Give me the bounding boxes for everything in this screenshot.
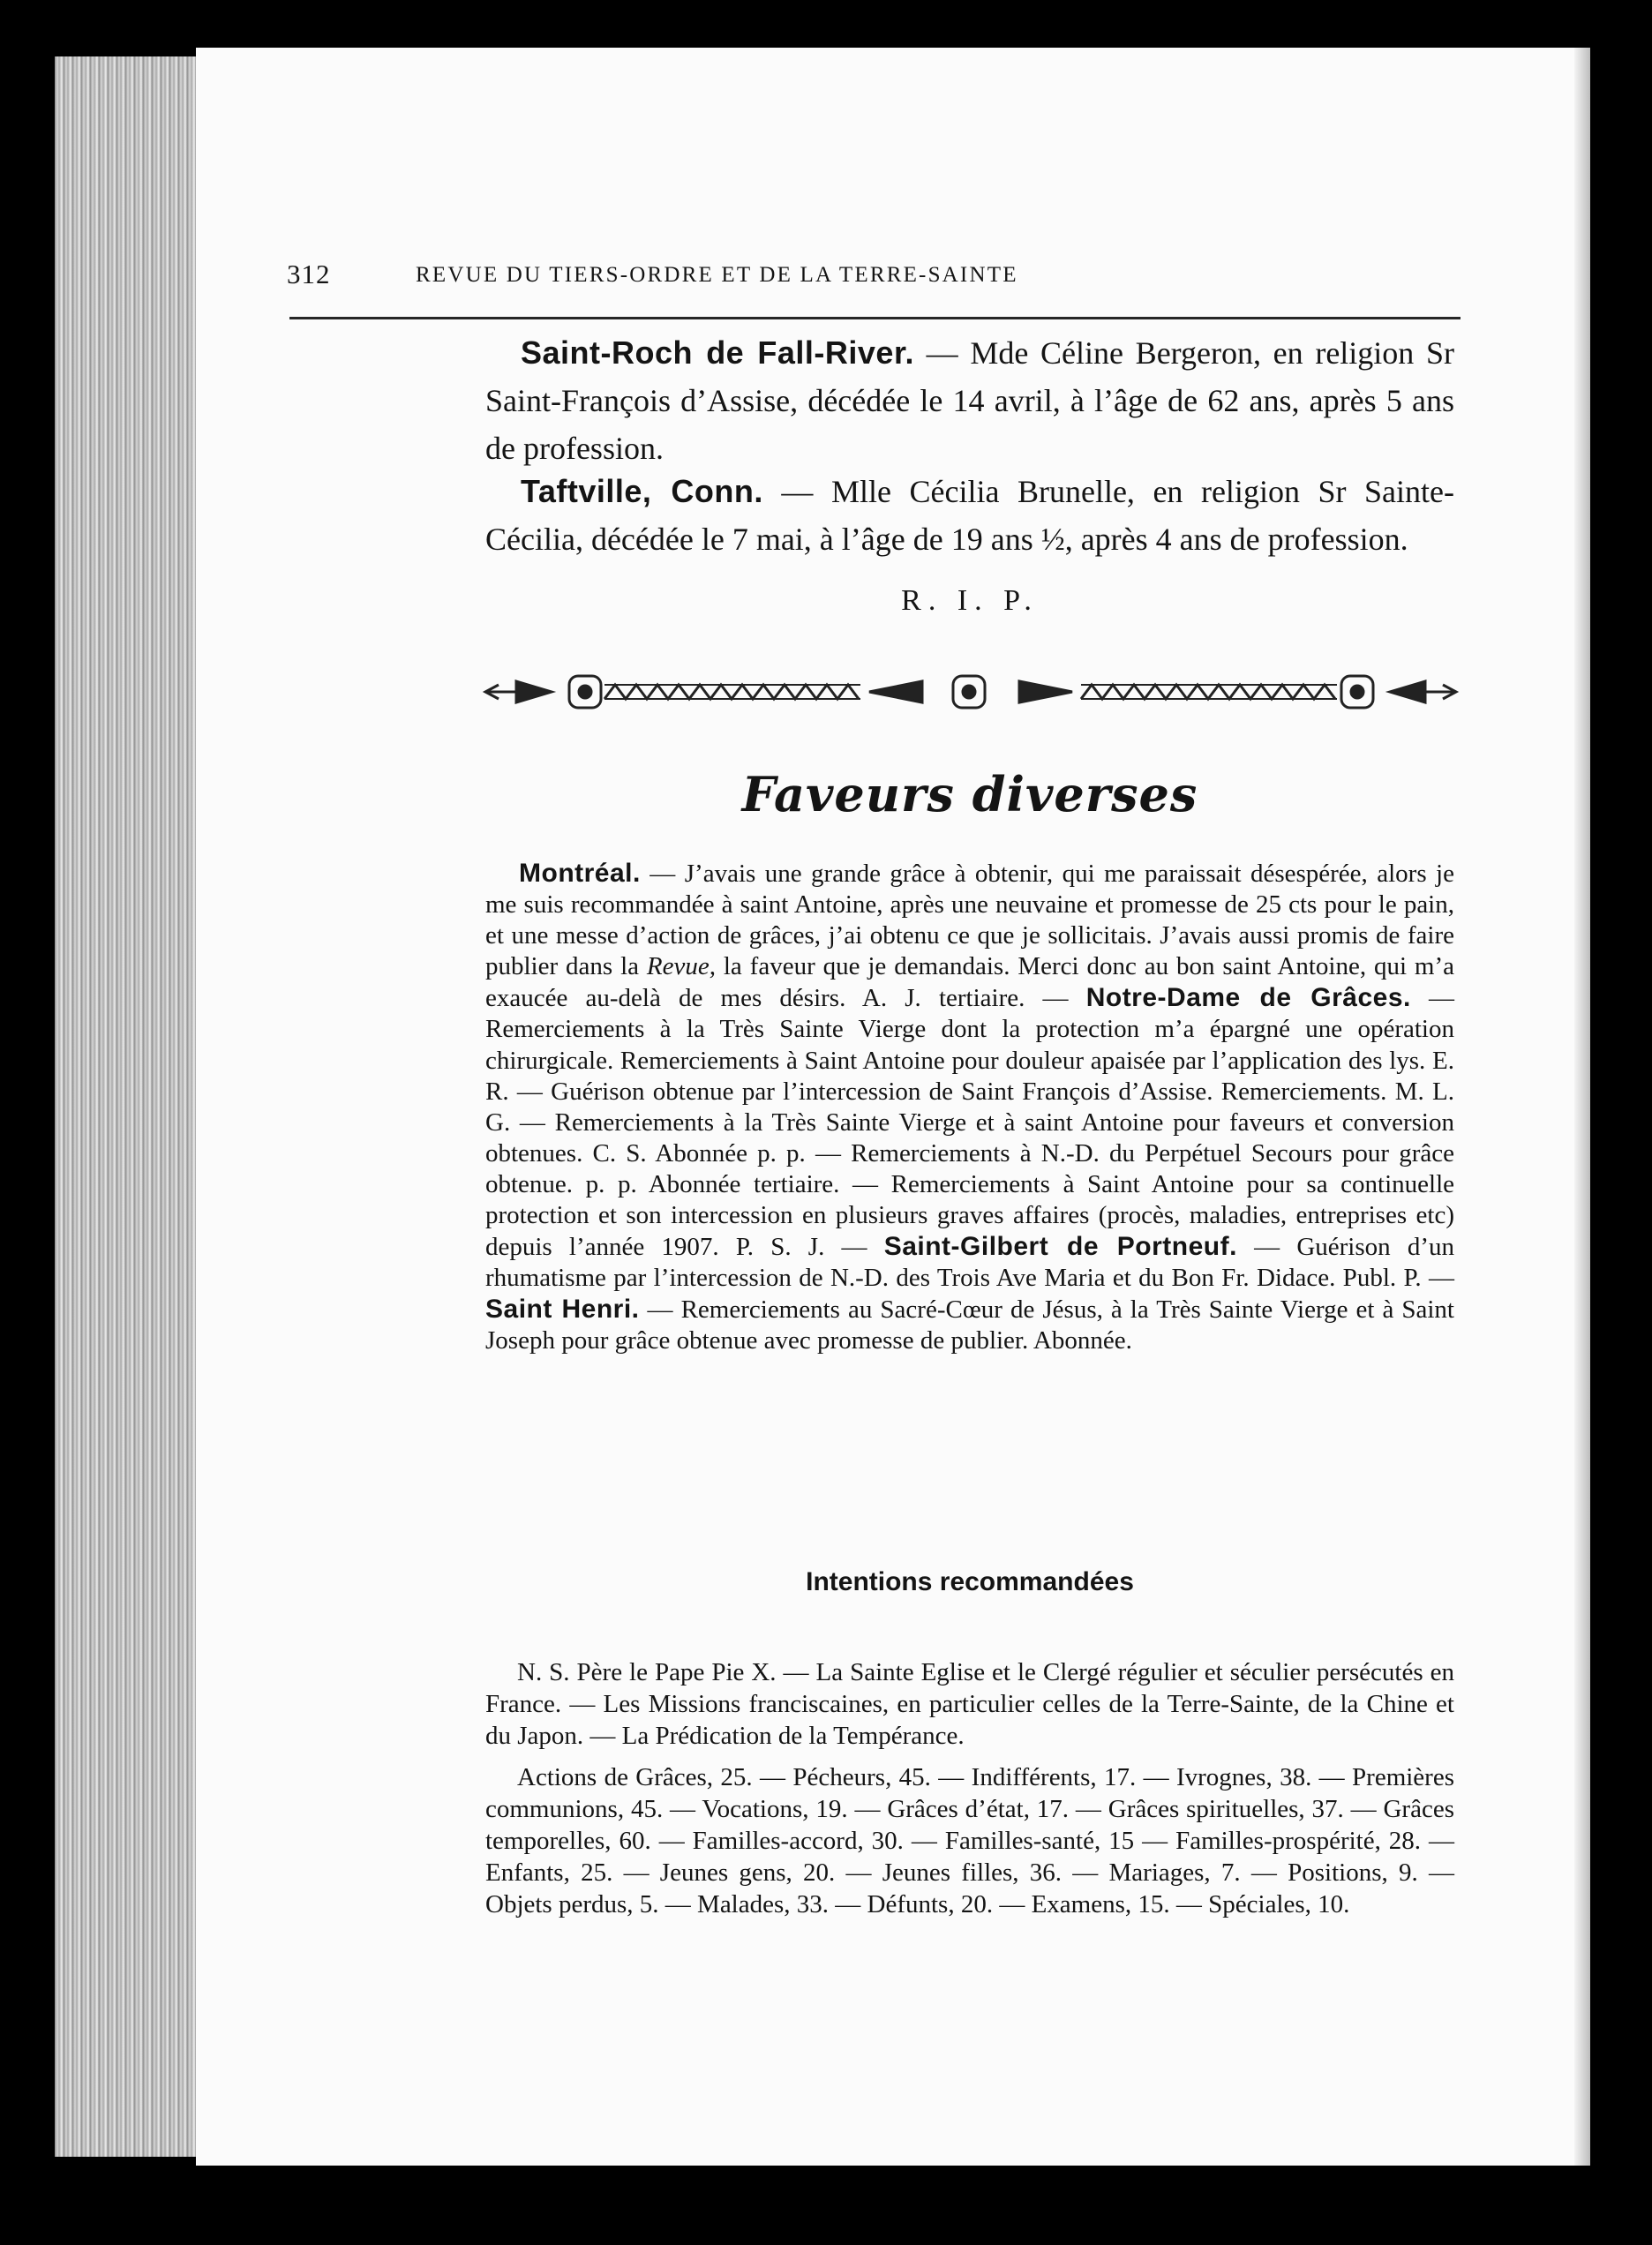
- page-number: 312: [287, 259, 331, 289]
- running-head: [287, 259, 1461, 294]
- favour-place: Saint-Gilbert de Portneuf.: [883, 1232, 1237, 1262]
- obituary-place: Taftville, Conn.: [521, 473, 763, 509]
- favours-paragraph: [485, 858, 1454, 1357]
- favour-text: — Remerciements au Sacré-Cœur de Jésus, à la Très Sainte Vierge et à Saint Joseph pour grâce obtenue avec promesse de publier. Abonnée.: [485, 1295, 1454, 1355]
- obituary-text: — Mlle Cécilia Brunelle, en religion Sr Sainte-Cécilia, décédée le 7 mai, à l’âge de 19 ans ½, après 4 ans de profession.: [485, 474, 1454, 557]
- decorative-divider: [481, 665, 1461, 718]
- intentions-heading: Intentions recommandées: [806, 1567, 1134, 1596]
- favour-text: — J’avais une grande grâce à obtenir, qui me paraissait désespérée, alors je me suis recommandée à saint Antoine, après une neuvaine et promesse de 25 cts pour le pain, et une messe d’action de grâces, j’ai obtenu ce que je sollicitais. J’avais aussi promis de faire publier dans la: [485, 860, 1454, 981]
- favour-place: Notre-Dame de Grâces.: [1085, 983, 1411, 1013]
- book-page-edges: [55, 56, 205, 2157]
- obituary-text: — Mde Céline Bergeron, en religion Sr Saint-François d’Assise, décédée le 14 avril, à l’âge de 62 ans, après 5 ans de profession.: [485, 335, 1454, 466]
- intentions-paragraph: N. S. Père le Pape Pie X. — La Sainte Eglise et le Clergé régulier et séculier persécutés en France. — Les Missions franciscaines, en particulier celles de la Terre-Sainte, de la Chine et du Japon. — La Prédication de la Tempérance.: [485, 1658, 1454, 1750]
- intentions-counts: Actions de Grâces, 25. — Pécheurs, 45. — Indifférents, 17. — Ivrognes, 38. — Premières communions, 45. — Vocations, 19. — Grâces d’état, 17. — Grâces spirituelles, 37. — Grâces temporelles, 60. — Familles-accord, 30. — Familles-santé, 15 — Familles-prospérité, 28. — Enfants, 25. — Jeunes gens, 20. — Jeunes filles, 36. — Mariages, 7. — Positions, 9. — Objets perdus, 5. — Malades, 33. — Défunts, 20. — Examens, 15. — Spéciales, 10.: [485, 1763, 1454, 1918]
- section-title: Faveurs diverses: [741, 766, 1198, 822]
- header-rule: [289, 317, 1461, 319]
- favour-text: — Guérison d’un rhumatisme par l’intercession de N.-D. des Trois Ave Maria et du Bon Fr. Didace. Publ. P. —: [485, 1233, 1454, 1293]
- arrow-left-ornament: [485, 685, 516, 699]
- obituary-place: Saint-Roch de Fall-River.: [521, 334, 914, 371]
- rip-line: R. I. P.: [901, 584, 1039, 617]
- journal-title: REVUE DU TIERS-ORDRE ET DE LA TERRE-SAINTE: [416, 263, 1018, 287]
- revue-italic: Revue,: [646, 952, 716, 981]
- favour-place: Saint Henri.: [485, 1295, 640, 1325]
- obituary-entry: [485, 468, 1454, 563]
- obituary-entry: [485, 329, 1454, 472]
- page-shadow: [1574, 48, 1590, 2166]
- favour-text: la faveur que je demandais. Merci donc au bon saint Antoine, qui m’a exaucée au-delà de mes désirs. A. J. tertiaire. —: [485, 952, 1455, 1013]
- favour-text: — Remerciements à la Très Sainte Vierge dont la protection m’a épargné une opération chirurgicale. Remerciements à Saint Antoine pour douleur apaisée par l’application des lys. E. R. — Guérison obtenue par l’intercession de Saint François d’Assise. Remerciements. M. L. G. — Remerciements à la Très Sainte Vierge et à saint Antoine pour faveurs et conversion obtenues. C. S. Abonnée p. p. — Remerciements à N.-D. du Perpétuel Secours pour grâce obtenue. p. p. Abonnée tertiaire. — Remerciements à Saint Antoine pour sa continuelle protection et son intercession en plusieurs graves affaires (procès, maladies, entreprises etc) depuis l’année 1907. P. S. J. —: [485, 984, 1455, 1262]
- favour-place: Montréal.: [519, 859, 641, 888]
- arrow-right-ornament: [1425, 685, 1456, 699]
